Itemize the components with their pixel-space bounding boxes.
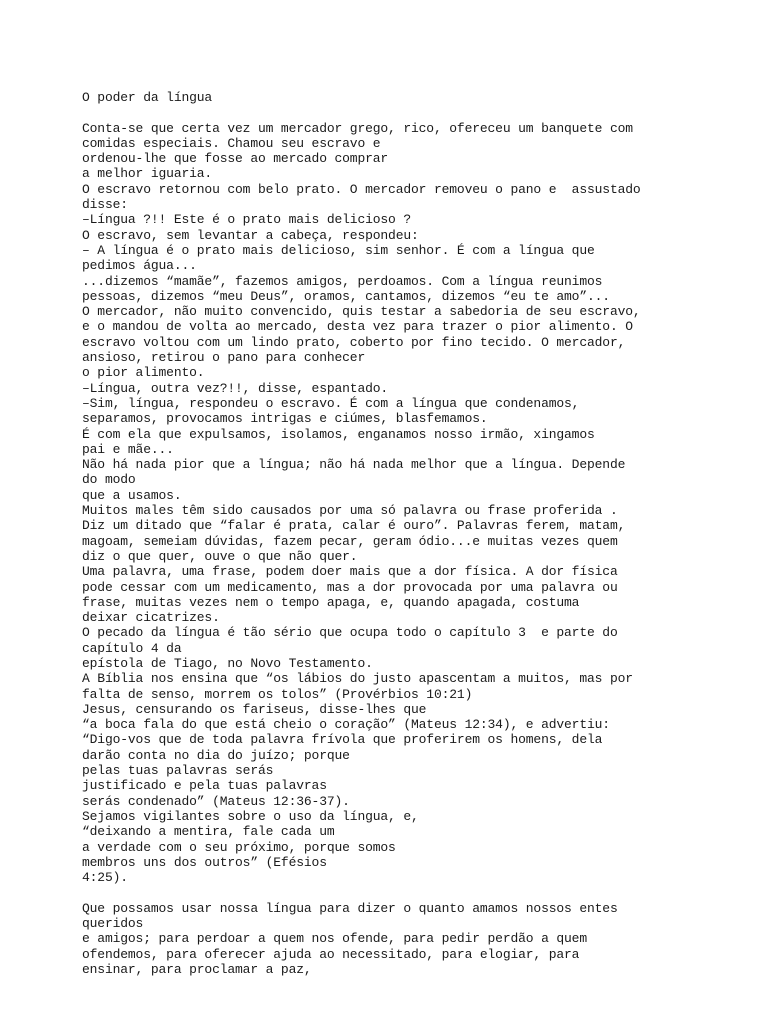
document-body — [82, 90, 762, 977]
text-line: ensinar, para proclamar a paz, — [82, 961, 312, 977]
text-line: falta de senso, morrem os tolos” (Provérbios 10:21) — [82, 686, 473, 702]
text-line: – A língua é o prato mais delicioso, sim senhor. É com a língua que — [82, 242, 595, 258]
text-line: Uma palavra, uma frase, podem doer mais que a dor física. A dor física — [82, 564, 618, 580]
document-title: O poder da língua — [82, 90, 213, 105]
text-line: pessoas, dizemos “meu Deus”, oramos, cantamos, dizemos “eu te amo”... — [82, 288, 610, 304]
text-line: Que possamos usar nossa língua para dizer o quanto amamos nossos entes — [82, 900, 618, 916]
text-line: O escravo, sem levantar a cabeça, respondeu: — [82, 227, 419, 243]
text-line: diz o que quer, ouve o que não quer. — [82, 548, 358, 564]
text-line: Conta-se que certa vez um mercador grego, rico, ofereceu um banquete com — [82, 120, 633, 136]
text-line: O escravo retornou com belo prato. O mercador removeu o pano e assustado — [82, 181, 641, 197]
text-line: –Língua ?!! Este é o prato mais delicioso ? — [82, 212, 412, 228]
text-line: O pecado da língua é tão sério que ocupa todo o capítulo 3 e parte do — [82, 625, 618, 641]
text-line: Diz um ditado que “falar é prata, calar é ouro”. Palavras ferem, matam, — [82, 518, 626, 534]
text-line: ofendemos, para oferecer ajuda ao necessitado, para elogiar, para — [82, 946, 580, 962]
paragraph-gap — [82, 105, 762, 120]
text-line: escravo voltou com um lindo prato, coberto por fino tecido. O mercador, — [82, 334, 626, 350]
text-line: do modo — [82, 472, 136, 488]
text-line: que a usamos. — [82, 487, 182, 503]
text-line: É com ela que expulsamos, isolamos, enganamos nosso irmão, xingamos — [82, 426, 595, 442]
text-line: ...dizemos “mamãe”, fazemos amigos, perdoamos. Com a língua reunimos — [82, 273, 603, 289]
text-line: Jesus, censurando os fariseus, disse-lhes que — [82, 701, 427, 717]
text-line: e o mandou de volta ao mercado, desta vez para trazer o pior alimento. O — [82, 319, 633, 335]
paragraph-2 — [82, 901, 762, 977]
text-line: Muitos males têm sido causados por uma só palavra ou frase proferida . — [82, 503, 618, 519]
text-line: comidas especiais. Chamou seu escravo e — [82, 135, 381, 151]
text-line: serás condenado” (Mateus 12:36-37). — [82, 793, 350, 809]
text-line: Sejamos vigilantes sobre o uso da língua, e, — [82, 808, 419, 824]
text-line: deixar cicatrizes. — [82, 610, 220, 626]
text-line: magoam, semeiam dúvidas, fazem pecar, geram ódio...e muitas vezes quem — [82, 533, 618, 549]
text-line: membros uns dos outros” (Efésios — [82, 854, 327, 870]
text-line: e amigos; para perdoar a quem nos ofende, para pedir perdão a quem — [82, 931, 587, 947]
text-line: “deixando a mentira, fale cada um — [82, 824, 335, 840]
text-line: pode cessar com um medicamento, mas a dor provocada por uma palavra ou — [82, 579, 618, 595]
text-line: o pior alimento. — [82, 365, 205, 381]
text-line: ansioso, retirou o pano para conhecer — [82, 350, 366, 366]
text-line: “a boca fala do que está cheio o coração” (Mateus 12:34), e advertiu: — [82, 717, 610, 733]
text-line: –Sim, língua, respondeu o escravo. É com a língua que condenamos, — [82, 395, 580, 411]
text-line: frase, muitas vezes nem o tempo apaga, e, quando apagada, costuma — [82, 594, 580, 610]
text-line: a melhor iguaria. — [82, 166, 213, 182]
paragraph-1 — [82, 121, 762, 886]
text-line: separamos, provocamos intrigas e ciúmes, blasfemamos. — [82, 411, 488, 427]
text-line: A Bíblia nos ensina que “os lábios do justo apascentam a muitos, mas por — [82, 671, 633, 687]
text-line: “Digo-vos que de toda palavra frívola que proferirem os homens, dela — [82, 732, 603, 748]
text-line: –Língua, outra vez?!!, disse, espantado. — [82, 380, 389, 396]
text-line: queridos — [82, 916, 144, 932]
text-line: capítulo 4 da — [82, 640, 182, 656]
text-line: epístola de Tiago, no Novo Testamento. — [82, 655, 373, 671]
paragraph-gap — [82, 885, 762, 900]
text-line: darão conta no dia do juízo; porque — [82, 747, 350, 763]
text-line: disse: — [82, 197, 128, 213]
text-line: a verdade com o seu próximo, porque somos — [82, 839, 396, 855]
text-line: ordenou-lhe que fosse ao mercado comprar — [82, 151, 389, 167]
text-line: O mercador, não muito convencido, quis testar a sabedoria de seu escravo, — [82, 304, 641, 320]
text-line: justificado e pela tuas palavras — [82, 778, 327, 794]
text-line: pai e mãe... — [82, 441, 174, 457]
text-line: pelas tuas palavras serás — [82, 763, 274, 779]
text-line: 4:25). — [82, 870, 128, 886]
text-line: Não há nada pior que a língua; não há nada melhor que a língua. Depende — [82, 457, 626, 473]
text-line: pedimos água... — [82, 258, 197, 274]
